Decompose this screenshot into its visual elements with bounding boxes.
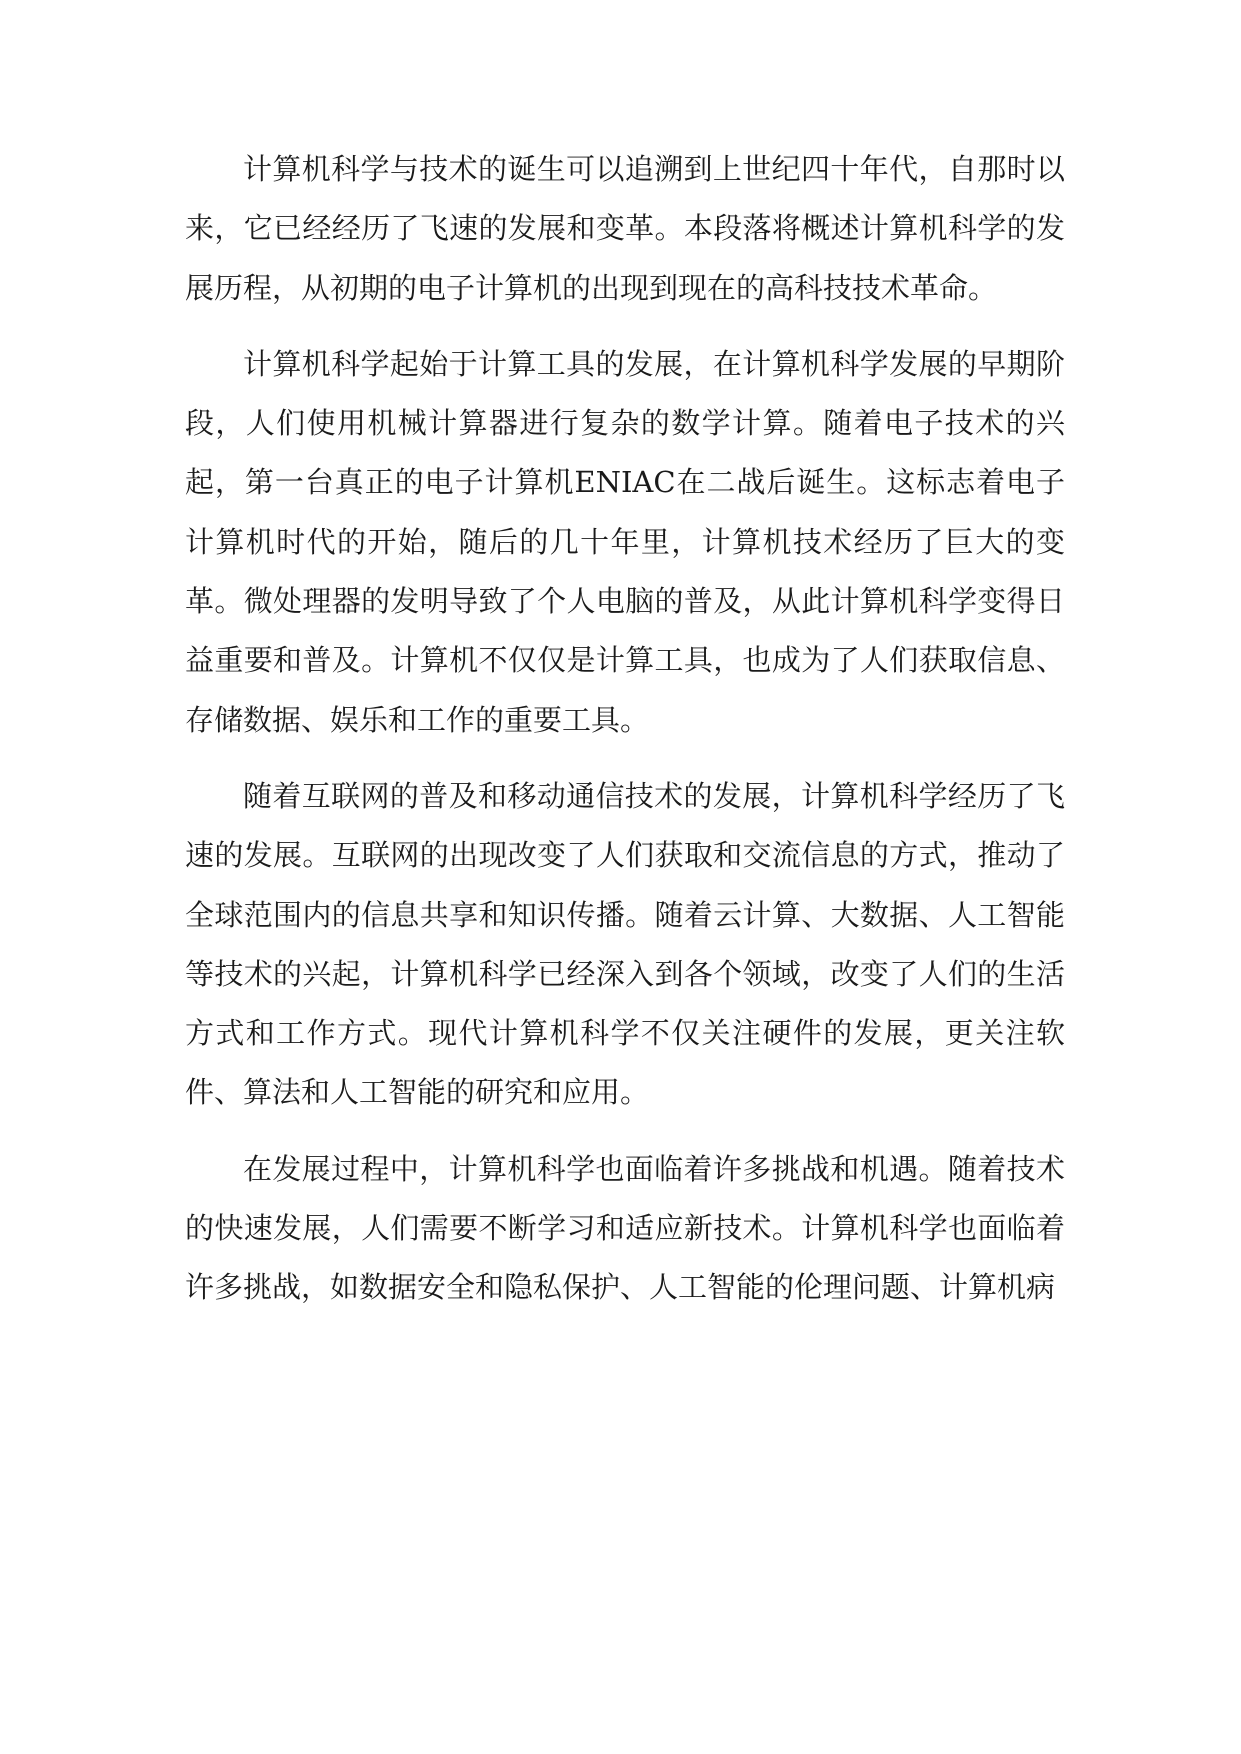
paragraph-2: 计算机科学起始于计算工具的发展，在计算机科学发展的早期阶段，人们使用机械计算器进行复杂的数学计算。随着电子技术的兴起，第一台真正的电子计算机ENIAC在二战后诞生。这标志着电子计算机时代的开始，随后的几十年里，计算机技术经历了巨大的变革。微处理器的发明导致了个人电脑的普及，从此计算机科学变得日益重要和普及。计算机不仅仅是计算工具，也成为了人们获取信息、存储数据、娱乐和工作的重要工具。 (185, 346, 1065, 737)
paragraph-1: 计算机科学与技术的诞生可以追溯到上世纪四十年代，自那时以来，它已经经历了飞速的发展和变革。本段落将概述计算机科学的发展历程，从初期的电子计算机的出现到现在的高科技技术革命。 (185, 152, 1065, 305)
document-body (185, 140, 1065, 1335)
paragraph-4: 在发展过程中，计算机科学也面临着许多挑战和机遇。随着技术的快速发展，人们需要不断学习和适应新技术。计算机科学也面临着许多挑战，如数据安全和隐私保护、人工智能的伦理问题、计算机病 (185, 1151, 1065, 1305)
paragraph-3: 随着互联网的普及和移动通信技术的发展，计算机科学经历了飞速的发展。互联网的出现改变了人们获取和交流信息的方式，推动了全球范围内的信息共享和知识传播。随着云计算、大数据、人工智能等技术的兴起，计算机科学已经深入到各个领域，改变了人们的生活方式和工作方式。现代计算机科学不仅关注硬件的发展，更关注软件、算法和人工智能的研究和应用。 (185, 778, 1065, 1110)
